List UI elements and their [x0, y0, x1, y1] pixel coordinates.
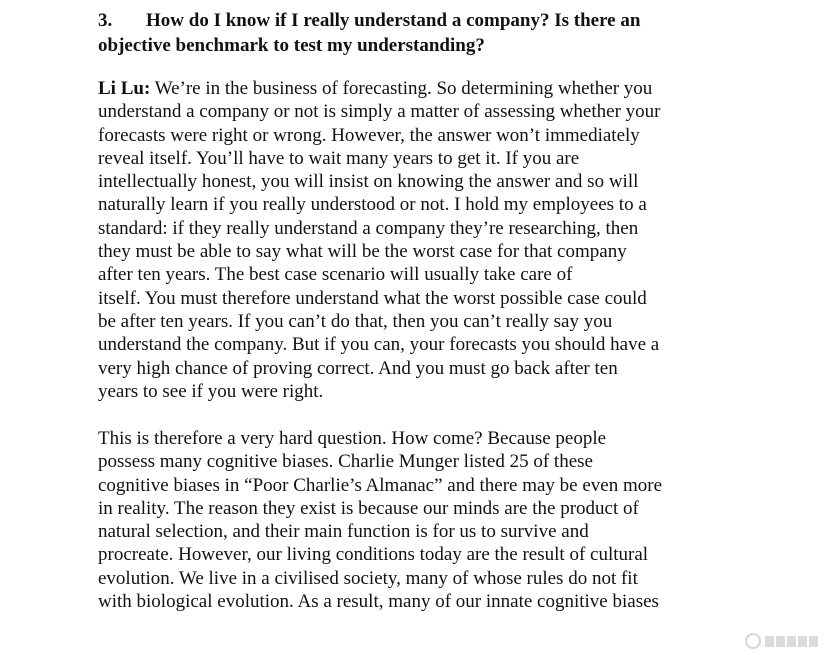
paragraph-line: evolution. We live in a civilised society, many of whose rules do not fit [98, 567, 638, 589]
paragraph-line: cognitive biases in “Poor Charlie’s Almanac” and there may be even more [98, 474, 663, 496]
paragraph-line: itself. You must therefore understand what the worst possible case could [98, 287, 647, 309]
paragraph-line: This is therefore a very hard question. How come? Because people [98, 428, 607, 449]
question-line-1 [98, 8, 818, 33]
paragraph-line: reveal itself. You’ll have to wait many years to get it. If you are [98, 147, 580, 169]
answer-paragraph-1 [98, 77, 818, 403]
watermark [745, 633, 818, 649]
paragraph-line: natural selection, and their main function is for us to survive and [98, 521, 589, 543]
paragraph-line: with biological evolution. As a result, many of our innate cognitive biases [98, 591, 659, 613]
paragraph-line: understand the company. But if you can, your forecasts you should have a [98, 334, 660, 356]
paragraph-line: standard: if they really understand a company they’re researching, then [98, 217, 639, 239]
paragraph-line: intellectually honest, you will insist on knowing the answer and so will [98, 171, 639, 193]
paragraph-line: in reality. The reason they exist is because our minds are the product of [98, 497, 639, 519]
watermark-logo-icon [745, 633, 761, 649]
paragraph-line: they must be able to say what will be the worst case for that company [98, 241, 627, 263]
paragraph-line: forecasts were right or wrong. However, the answer won’t immediately [98, 124, 640, 146]
answer-paragraph-2 [98, 427, 818, 613]
paragraph-line: Li Lu: We’re in the business of forecasting. So determining whether you [98, 78, 653, 99]
paragraph-line: very high chance of proving correct. And you must go back after ten [98, 357, 618, 379]
question-number: 3. [98, 10, 113, 31]
paragraph-line: after ten years. The best case scenario will usually take care of [98, 264, 573, 286]
watermark-text-blocks [765, 636, 818, 647]
paragraph-line: years to see if you were right. [98, 380, 324, 402]
paragraph-line: possess many cognitive biases. Charlie Munger listed 25 of these [98, 451, 593, 473]
paragraph-line: procreate. However, our living conditions today are the result of cultural [98, 544, 649, 566]
paragraph-line: be after ten years. If you can’t do that, then you can’t really say you [98, 310, 613, 332]
question-heading [98, 8, 818, 58]
question-text-line-1: How do I know if I really understand a company? Is there an [146, 10, 641, 31]
speaker-name: Li Lu: [98, 78, 151, 99]
paragraph-line: naturally learn if you really understood or not. I hold my employees to a [98, 194, 647, 216]
paragraph-line: understand a company or not is simply a matter of assessing whether your [98, 101, 661, 123]
question-text-line-2: objective benchmark to test my understanding? [98, 35, 485, 56]
